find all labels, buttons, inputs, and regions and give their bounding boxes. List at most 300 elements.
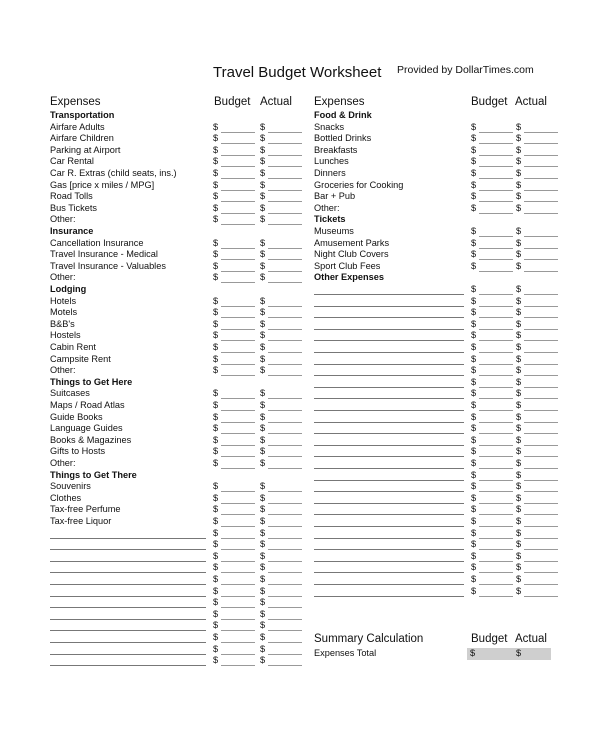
expense-row: [314, 261, 554, 273]
budget-dollar-sign: $: [471, 353, 477, 364]
budget-dollar-sign: $: [471, 121, 477, 132]
budget-dollar-sign: $: [471, 550, 477, 561]
expense-row: [314, 249, 554, 261]
actual-dollar-sign: $: [260, 168, 266, 178]
budget-dollar-sign: $: [471, 446, 477, 457]
expense-label: Travel Insurance - Valuables: [50, 260, 166, 271]
expense-row: [50, 423, 300, 435]
expense-row: [314, 365, 554, 377]
actual-dollar-sign: $: [516, 562, 522, 573]
actual-dollar-sign: $: [260, 260, 266, 271]
budget-dollar-sign: $: [213, 620, 219, 631]
expense-row: [50, 122, 300, 134]
expense-row: [50, 586, 300, 598]
budget-dollar-sign: $: [213, 121, 219, 132]
expenses-total-label: Expenses Total: [314, 648, 377, 658]
budget-dollar-sign: $: [213, 353, 219, 364]
actual-dollar-sign: $: [260, 249, 266, 260]
budget-dollar-sign: $: [471, 168, 477, 178]
actual-dollar-sign: $: [260, 527, 266, 538]
expense-label: Hotels: [50, 295, 77, 306]
actual-dollar-sign: $: [260, 516, 266, 526]
budget-dollar-sign: $: [213, 458, 219, 468]
provider-note: Provided by DollarTimes.com: [397, 64, 534, 76]
actual-dollar-sign: $: [260, 353, 266, 364]
budget-dollar-sign: $: [213, 133, 219, 144]
budget-dollar-sign: $: [471, 423, 477, 434]
budget-dollar-sign: $: [471, 237, 477, 248]
budget-dollar-sign: $: [213, 597, 219, 608]
actual-dollar-sign: $: [260, 655, 266, 666]
actual-dollar-sign: $: [516, 284, 522, 294]
expense-row: [50, 272, 300, 284]
expense-row: [314, 330, 554, 342]
expense-row: [314, 342, 554, 354]
expense-row: [50, 435, 300, 447]
section-label: Lodging: [50, 284, 87, 294]
section-label: Transportation: [50, 110, 115, 120]
budget-dollar-sign: $: [471, 249, 477, 260]
budget-dollar-sign: $: [471, 318, 477, 329]
actual-dollar-sign: $: [260, 620, 266, 631]
section-label: Things to Get There: [50, 469, 137, 480]
expense-label: Gas [price x miles / MPG]: [50, 179, 155, 190]
expense-label: Tax-free Liquor: [50, 516, 112, 526]
actual-dollar-sign: $: [516, 376, 522, 387]
actual-dollar-sign: $: [260, 539, 266, 550]
expense-row: [314, 191, 554, 203]
expense-row: [50, 481, 300, 493]
expense-label: Language Guides: [50, 423, 123, 434]
expense-label: Other:: [314, 202, 340, 213]
budget-dollar-sign: $: [213, 144, 219, 155]
budget-dollar-sign: $: [213, 492, 219, 503]
budget-dollar-sign: $: [213, 168, 219, 178]
budget-amount-field[interactable]: [479, 596, 513, 597]
section-heading: [50, 226, 300, 238]
actual-dollar-sign: $: [260, 156, 266, 167]
expense-row: [50, 528, 300, 540]
expense-row: [314, 319, 554, 331]
expense-row: [50, 574, 300, 586]
actual-dollar-sign: $: [516, 318, 522, 329]
expense-label: Hostels: [50, 330, 81, 341]
budget-dollar-sign: $: [213, 156, 219, 167]
expense-row: [314, 238, 554, 250]
budget-dollar-sign: $: [471, 504, 477, 515]
budget-dollar-sign: $: [471, 388, 477, 399]
actual-dollar-sign: $: [516, 202, 522, 213]
actual-dollar-sign: $: [260, 202, 266, 213]
expense-row: [50, 307, 300, 319]
budget-dollar-sign: $: [213, 632, 219, 642]
actual-dollar-sign: $: [516, 492, 522, 503]
actual-dollar-sign: $: [516, 516, 522, 526]
actual-dollar-sign: $: [260, 295, 266, 306]
budget-dollar-sign: $: [471, 585, 477, 596]
budget-dollar-sign: $: [213, 481, 219, 492]
expense-row: [50, 238, 300, 250]
expense-label: Books & Magazines: [50, 434, 132, 445]
actual-dollar-sign: $: [516, 411, 522, 422]
expense-row: [50, 493, 300, 505]
expense-name-field[interactable]: [50, 665, 206, 666]
total-actual-dollar: $: [516, 648, 522, 658]
budget-dollar-sign: $: [213, 191, 219, 202]
actual-dollar-sign: $: [516, 168, 522, 178]
actual-dollar-sign: $: [516, 400, 522, 410]
actual-dollar-sign: $: [260, 585, 266, 596]
actual-dollar-sign: $: [260, 632, 266, 642]
section-label: Things to Get Here: [50, 376, 133, 387]
budget-dollar-sign: $: [471, 144, 477, 155]
budget-dollar-sign: $: [213, 388, 219, 399]
actual-dollar-sign: $: [260, 423, 266, 434]
actual-dollar-sign: $: [516, 550, 522, 561]
actual-dollar-sign: $: [260, 237, 266, 248]
budget-dollar-sign: $: [471, 527, 477, 538]
expense-label: Clothes: [50, 492, 82, 503]
expense-row: [314, 516, 554, 528]
actual-amount-field[interactable]: [268, 665, 302, 666]
expense-row: [314, 180, 554, 192]
expense-row: [314, 423, 554, 435]
expense-row: [50, 539, 300, 551]
expense-row: [50, 446, 300, 458]
actual-dollar-sign: $: [260, 133, 266, 144]
actual-dollar-sign: $: [516, 574, 522, 584]
budget-dollar-sign: $: [213, 504, 219, 515]
actual-dollar-sign: $: [260, 643, 266, 654]
actual-dollar-sign: $: [260, 481, 266, 492]
expense-row: [50, 504, 300, 516]
actual-dollar-sign: $: [516, 469, 522, 480]
expense-label: Souvenirs: [50, 481, 91, 492]
expense-row: [50, 516, 300, 528]
expense-row: [314, 562, 554, 574]
expense-label: Travel Insurance - Medical: [50, 249, 158, 260]
expense-row: [314, 574, 554, 586]
budget-dollar-sign: $: [471, 226, 477, 236]
budget-dollar-sign: $: [471, 342, 477, 352]
actual-dollar-sign: $: [260, 574, 266, 584]
actual-dollar-sign: $: [516, 295, 522, 306]
actual-dollar-sign: $: [516, 423, 522, 434]
expense-label: Gifts to Hosts: [50, 446, 106, 457]
actual-dollar-sign: $: [516, 539, 522, 550]
actual-dollar-sign: $: [516, 179, 522, 190]
summary-title: Summary Calculation: [314, 633, 424, 645]
actual-dollar-sign: $: [260, 492, 266, 503]
expense-row: [314, 412, 554, 424]
expense-label: Bottled Drinks: [314, 133, 372, 144]
expense-row: [50, 180, 300, 192]
expense-row: [50, 551, 300, 563]
expense-label: Tax-free Perfume: [50, 504, 121, 515]
actual-dollar-sign: $: [260, 318, 266, 329]
expense-row: [50, 458, 300, 470]
expense-label: Lunches: [314, 156, 349, 167]
expense-row: [314, 388, 554, 400]
left-budget-header: Budget: [214, 96, 251, 108]
budget-dollar-sign: $: [213, 655, 219, 666]
expense-row: [50, 296, 300, 308]
budget-dollar-sign: $: [471, 400, 477, 410]
budget-dollar-sign: $: [213, 237, 219, 248]
section-label: Tickets: [314, 214, 346, 225]
expense-row: [50, 214, 300, 226]
section-heading: [314, 110, 554, 122]
expense-row: [50, 597, 300, 609]
expense-label: Other:: [50, 272, 76, 283]
actual-dollar-sign: $: [260, 550, 266, 561]
actual-dollar-sign: $: [260, 434, 266, 445]
actual-dollar-sign: $: [260, 144, 266, 155]
expense-row: [314, 470, 554, 482]
expense-label: Car R. Extras (child seats, ins.): [50, 168, 177, 178]
section-heading: [50, 284, 300, 296]
expense-row: [50, 330, 300, 342]
section-label: Insurance: [50, 226, 94, 236]
expense-name-field[interactable]: [314, 596, 464, 597]
actual-amount-field[interactable]: [524, 596, 558, 597]
expense-row: [314, 133, 554, 145]
expense-row: [314, 551, 554, 563]
budget-dollar-sign: $: [213, 179, 219, 190]
actual-dollar-sign: $: [260, 458, 266, 468]
budget-dollar-sign: $: [213, 562, 219, 573]
actual-dollar-sign: $: [516, 121, 522, 132]
budget-dollar-sign: $: [471, 260, 477, 271]
expense-label: Amusement Parks: [314, 237, 390, 248]
budget-dollar-sign: $: [213, 574, 219, 584]
expense-row: [314, 504, 554, 516]
actual-dollar-sign: $: [260, 191, 266, 202]
expense-row: [314, 493, 554, 505]
expense-row: [314, 539, 554, 551]
actual-dollar-sign: $: [516, 144, 522, 155]
budget-dollar-sign: $: [471, 307, 477, 318]
expense-label: Sport Club Fees: [314, 260, 381, 271]
section-heading: [50, 110, 300, 122]
actual-dollar-sign: $: [260, 121, 266, 132]
expense-row: [314, 435, 554, 447]
worksheet-title: Travel Budget Worksheet: [213, 64, 382, 81]
expense-label: Car Rental: [50, 156, 94, 167]
actual-dollar-sign: $: [260, 400, 266, 410]
budget-dollar-sign: $: [213, 307, 219, 318]
expense-row: [50, 168, 300, 180]
actual-dollar-sign: $: [516, 342, 522, 352]
expense-label: Dinners: [314, 168, 346, 178]
actual-dollar-sign: $: [260, 504, 266, 515]
expense-row: [50, 342, 300, 354]
expense-row: [50, 354, 300, 366]
expense-row: [50, 632, 300, 644]
expense-row: [50, 620, 300, 632]
budget-dollar-sign: $: [213, 585, 219, 596]
expense-label: Cabin Rent: [50, 342, 96, 352]
actual-dollar-sign: $: [516, 504, 522, 515]
expense-row: [314, 203, 554, 215]
section-label: Other Expenses: [314, 272, 384, 283]
expense-row: [50, 388, 300, 400]
budget-dollar-sign: $: [471, 574, 477, 584]
expense-label: Suitcases: [50, 388, 90, 399]
expense-row: [50, 203, 300, 215]
actual-dollar-sign: $: [516, 434, 522, 445]
expense-row: [314, 226, 554, 238]
actual-dollar-sign: $: [516, 307, 522, 318]
budget-amount-field[interactable]: [221, 665, 255, 666]
budget-dollar-sign: $: [213, 342, 219, 352]
actual-dollar-sign: $: [260, 597, 266, 608]
actual-dollar-sign: $: [516, 133, 522, 144]
section-heading: [50, 470, 300, 482]
budget-dollar-sign: $: [213, 608, 219, 619]
expense-label: Road Tolls: [50, 191, 93, 202]
budget-dollar-sign: $: [213, 272, 219, 283]
expense-row: [314, 156, 554, 168]
expense-row: [314, 122, 554, 134]
expense-label: Airfare Children: [50, 133, 114, 144]
actual-dollar-sign: $: [260, 388, 266, 399]
actual-dollar-sign: $: [260, 365, 266, 376]
expense-row: [314, 481, 554, 493]
expense-row: [50, 145, 300, 157]
budget-dollar-sign: $: [471, 365, 477, 376]
budget-dollar-sign: $: [213, 295, 219, 306]
expense-label: Night Club Covers: [314, 249, 389, 260]
actual-dollar-sign: $: [516, 446, 522, 457]
actual-dollar-sign: $: [516, 156, 522, 167]
expense-row: [50, 609, 300, 621]
actual-dollar-sign: $: [516, 249, 522, 260]
actual-dollar-sign: $: [516, 458, 522, 468]
budget-dollar-sign: $: [471, 434, 477, 445]
budget-dollar-sign: $: [213, 260, 219, 271]
expense-row: [314, 400, 554, 412]
expense-row: [50, 249, 300, 261]
section-heading: [314, 272, 554, 284]
expense-row: [50, 261, 300, 273]
expense-label: Bus Tickets: [50, 202, 97, 213]
right-budget-header: Budget: [471, 96, 508, 108]
budget-dollar-sign: $: [471, 295, 477, 306]
actual-dollar-sign: $: [260, 214, 266, 225]
left-expenses-header: Expenses: [50, 96, 101, 108]
expense-row: [314, 296, 554, 308]
expense-label: Snacks: [314, 121, 345, 132]
expense-label: Bar + Pub: [314, 191, 356, 202]
actual-dollar-sign: $: [260, 179, 266, 190]
section-label: Food & Drink: [314, 110, 372, 120]
budget-dollar-sign: $: [213, 202, 219, 213]
expense-row: [314, 586, 554, 598]
expense-label: Breakfasts: [314, 144, 358, 155]
budget-dollar-sign: $: [213, 411, 219, 422]
budget-dollar-sign: $: [471, 133, 477, 144]
expense-label: B&B's: [50, 318, 75, 329]
budget-dollar-sign: $: [471, 330, 477, 341]
actual-dollar-sign: $: [260, 562, 266, 573]
expense-label: Campsite Rent: [50, 353, 111, 364]
expense-row: [314, 307, 554, 319]
actual-dollar-sign: $: [516, 353, 522, 364]
summary-budget-header: Budget: [471, 633, 508, 645]
expense-row: [50, 655, 300, 667]
budget-dollar-sign: $: [471, 191, 477, 202]
right-expenses-header: Expenses: [314, 96, 365, 108]
expense-row: [314, 168, 554, 180]
actual-dollar-sign: $: [516, 527, 522, 538]
budget-dollar-sign: $: [213, 550, 219, 561]
expense-label: Guide Books: [50, 411, 103, 422]
actual-dollar-sign: $: [260, 330, 266, 341]
budget-dollar-sign: $: [471, 481, 477, 492]
section-heading: [314, 214, 554, 226]
budget-dollar-sign: $: [213, 318, 219, 329]
budget-dollar-sign: $: [471, 376, 477, 387]
budget-dollar-sign: $: [471, 562, 477, 573]
budget-dollar-sign: $: [471, 516, 477, 526]
expense-label: Maps / Road Atlas: [50, 400, 125, 410]
budget-dollar-sign: $: [213, 527, 219, 538]
budget-dollar-sign: $: [213, 330, 219, 341]
actual-dollar-sign: $: [516, 330, 522, 341]
expense-row: [50, 365, 300, 377]
expense-row: [50, 133, 300, 145]
actual-dollar-sign: $: [260, 272, 266, 283]
expense-row: [50, 562, 300, 574]
budget-dollar-sign: $: [471, 202, 477, 213]
expense-row: [314, 446, 554, 458]
expense-label: Parking at Airport: [50, 144, 121, 155]
budget-dollar-sign: $: [471, 411, 477, 422]
expense-label: Cancellation Insurance: [50, 237, 144, 248]
expense-row: [50, 319, 300, 331]
expense-label: Groceries for Cooking: [314, 179, 404, 190]
right-actual-header: Actual: [515, 96, 547, 108]
left-actual-header: Actual: [260, 96, 292, 108]
expense-row: [50, 156, 300, 168]
actual-dollar-sign: $: [260, 307, 266, 318]
budget-dollar-sign: $: [471, 469, 477, 480]
expense-row: [314, 284, 554, 296]
actual-dollar-sign: $: [516, 585, 522, 596]
expense-row: [50, 400, 300, 412]
actual-dollar-sign: $: [516, 388, 522, 399]
actual-dollar-sign: $: [516, 260, 522, 271]
budget-dollar-sign: $: [213, 400, 219, 410]
budget-dollar-sign: $: [471, 539, 477, 550]
budget-dollar-sign: $: [213, 516, 219, 526]
expense-row: [314, 377, 554, 389]
budget-dollar-sign: $: [213, 539, 219, 550]
actual-dollar-sign: $: [260, 608, 266, 619]
actual-dollar-sign: $: [260, 342, 266, 352]
budget-dollar-sign: $: [213, 365, 219, 376]
section-heading: [50, 377, 300, 389]
expense-row: [314, 145, 554, 157]
expense-label: Other:: [50, 365, 76, 376]
actual-dollar-sign: $: [516, 481, 522, 492]
budget-dollar-sign: $: [471, 284, 477, 294]
expense-label: Other:: [50, 214, 76, 225]
summary-actual-header: Actual: [515, 633, 547, 645]
total-budget-dollar: $: [470, 648, 476, 658]
budget-dollar-sign: $: [471, 156, 477, 167]
